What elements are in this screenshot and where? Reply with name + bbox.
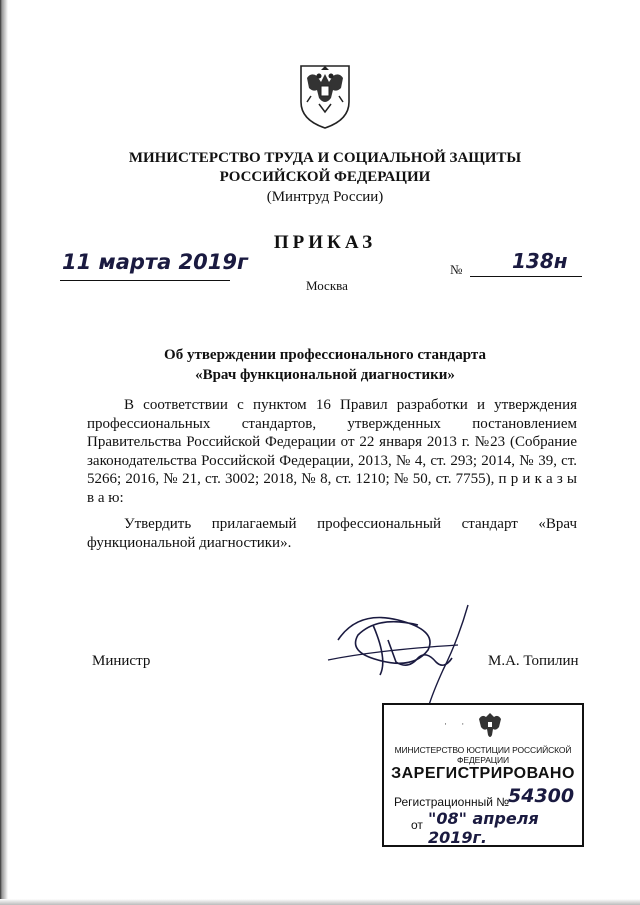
handwritten-date: 11 марта 2019г xyxy=(62,250,248,274)
paragraph-2-text: Утвердить прилагаемый профессиональный стандарт «Врач функциональной диагностики». xyxy=(87,516,577,551)
stamp-eagle-icon xyxy=(476,711,504,741)
scan-edge-shadow xyxy=(0,0,8,905)
stamp-decoration: · · xyxy=(444,719,471,729)
document-type-heading: ПРИКАЗ xyxy=(273,232,377,253)
paragraph-legal-basis xyxy=(87,396,577,507)
stamp-ministry-of-justice: МИНИСТЕРСТВО ЮСТИЦИИ РОССИЙСКОЙ ФЕДЕРАЦИИ xyxy=(394,745,572,765)
scan-bottom-shadow xyxy=(0,899,640,905)
stamp-date-label: от xyxy=(411,818,423,832)
paragraph-order xyxy=(87,515,577,552)
date-underline xyxy=(60,280,230,281)
registration-stamp xyxy=(382,703,584,847)
ministry-short-name: (Минтруд России) xyxy=(266,189,384,205)
handwritten-number: 138н xyxy=(512,249,568,273)
order-title-line2: «Врач функциональной диагностики» xyxy=(195,367,455,383)
signatory-position: Министр xyxy=(92,653,151,669)
order-title-line1: Об утверждении профессионального стандарта xyxy=(164,347,486,363)
stamp-reg-number: 54300 xyxy=(508,785,575,807)
stamp-registered: ЗАРЕГИСТРИРОВАНО xyxy=(391,765,575,782)
stamp-reg-number-label: Регистрационный № xyxy=(394,795,510,809)
ministry-name-line2: РОССИЙСКОЙ ФЕДЕРАЦИИ xyxy=(219,169,431,185)
number-underline xyxy=(470,276,582,277)
paragraph-1-text: В соответствии с пунктом 16 Правил разработки и утверждения профессиональных стандартов, утвержденных постановлением Правительства Российской Федерации от 22 января 2013 г. №23 (Собрание законодательства Российской Федерации, 2013, № 4, ст. 293; 2014, № 39, ст. 5266; 2016, № 21, ст. 3002; 2018, № 8, ст. 1210; № 50, ст. 7755), п р и к а з ы в а ю: xyxy=(87,397,577,506)
order-title xyxy=(120,345,530,385)
city: Москва xyxy=(306,278,348,293)
signatory-name: М.А. Топилин xyxy=(488,653,579,669)
ministry-name-line1: МИНИСТЕРСТВО ТРУДА И СОЦИАЛЬНОЙ ЗАЩИТЫ xyxy=(128,150,522,166)
stamp-reg-date: "08" апреля 2019г. xyxy=(428,809,539,847)
handwritten-signature xyxy=(318,600,498,710)
coat-of-arms-icon xyxy=(297,62,353,130)
number-label: № xyxy=(450,262,463,277)
